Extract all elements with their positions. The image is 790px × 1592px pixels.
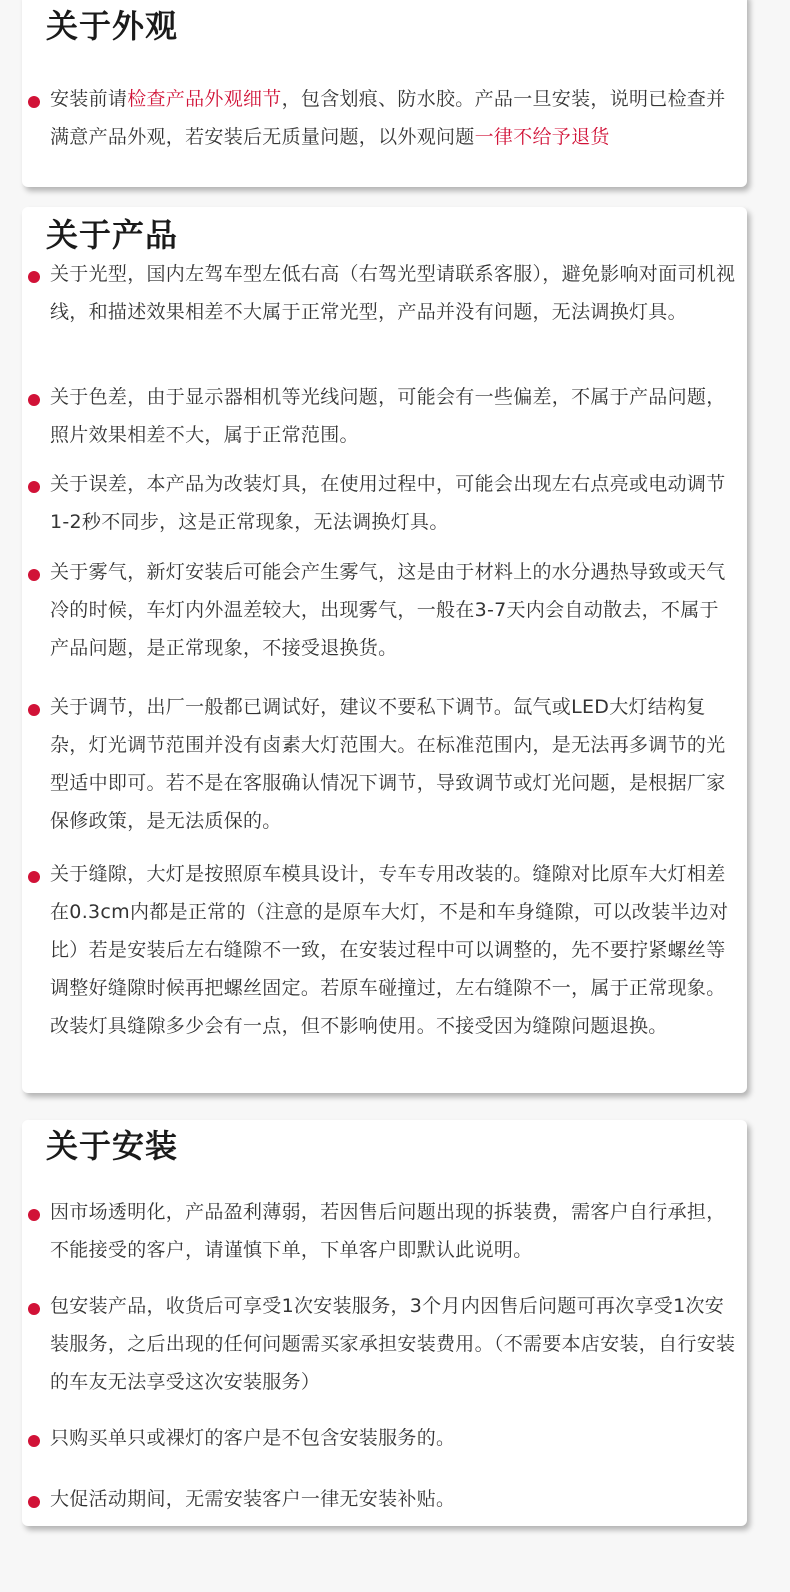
bullet-icon (28, 1496, 40, 1508)
section-installation (22, 1120, 747, 1526)
bullet-icon (28, 569, 40, 581)
item-text: 关于光型，国内左驾车型左低右高（右驾光型请联系客服），避免影响对面司机视线，和描述效果相差不大属于正常光型，产品并没有问题，无法调换灯具。 (50, 263, 736, 323)
bullet-icon (28, 871, 40, 883)
item-text: 只购买单只或裸灯的客户是不包含安装服务的。 (50, 1427, 456, 1449)
bullet-icon (28, 1303, 40, 1315)
section-title: 关于外观 (46, 7, 179, 45)
item-text: 关于雾气，新灯安装后可能会产生雾气，这是由于材料上的水分遇热导致或天气冷的时候，车灯内外温差较大，出现雾气，一般在3-7天内会自动散去，不属于产品问题，是正常现象，不接受退换货。 (50, 561, 726, 659)
bullet-icon (28, 704, 40, 716)
section-appearance (22, 0, 747, 187)
item-text: 关于误差，本产品为改装灯具，在使用过程中，可能会出现左右点亮或电动调节1-2秒不同步，这是正常现象，无法调换灯具。 (50, 473, 726, 533)
bullet-icon (28, 96, 40, 108)
highlight-text: 检查产品外观细节 (127, 88, 282, 110)
item-text: 关于色差，由于显示器相机等光线问题，可能会有一些偏差，不属于产品问题，照片效果相差不大，属于正常范围。 (50, 386, 726, 446)
section-title: 关于安装 (46, 1127, 179, 1165)
bullet-icon (28, 271, 40, 283)
item-text: 大促活动期间，无需安装客户一律无安装补贴。 (50, 1488, 456, 1510)
bullet-icon (28, 1209, 40, 1221)
bullet-icon (28, 1435, 40, 1447)
item-text: 因市场透明化，产品盈利薄弱，若因售后问题出现的拆装费，需客户自行承担，不能接受的客户，请谨慎下单，下单客户即默认此说明。 (50, 1201, 726, 1261)
section-title: 关于产品 (46, 216, 179, 254)
item-text: 关于缝隙，大灯是按照原车模具设计，专车专用改装的。缝隙对比原车大灯相差在0.3cm内都是正常的（注意的是原车大灯，不是和车身缝隙，可以改装半边对比）若是安装后左右缝隙不一致，在安装过程中可以调整的，先不要拧紧螺丝等调整好缝隙时候再把螺丝固定。若原车碰撞过，左右缝隙不一，属于正常现象。改装灯具缝隙多少会有一点，但不影响使用。不接受因为缝隙问题退换。 (50, 863, 729, 1037)
bullet-icon (28, 394, 40, 406)
highlight-text: 一律不给予退货 (474, 126, 610, 148)
item-text: 包安装产品，收货后可享受1次安装服务，3个月内因售后问题可再次享受1次安装服务，之后出现的任何问题需买家承担安装费用。（不需要本店安装，自行安装的车友无法享受这次安装服务） (50, 1295, 736, 1393)
item-text: 安装前请检查产品外观细节，包含划痕、防水胶。产品一旦安装，说明已检查并满意产品外观，若安装后无质量问题，以外观问题一律不给予退货 (50, 88, 726, 148)
item-text: 关于调节，出厂一般都已调试好，建议不要私下调节。氙气或LED大灯结构复杂，灯光调节范围并没有卤素大灯范围大。在标准范围内，是无法再多调节的光型适中即可。若不是在客服确认情况下调节，导致调节或灯光问题，是根据厂家保修政策，是无法质保的。 (50, 696, 726, 832)
section-product (22, 207, 747, 1093)
bullet-icon (28, 481, 40, 493)
